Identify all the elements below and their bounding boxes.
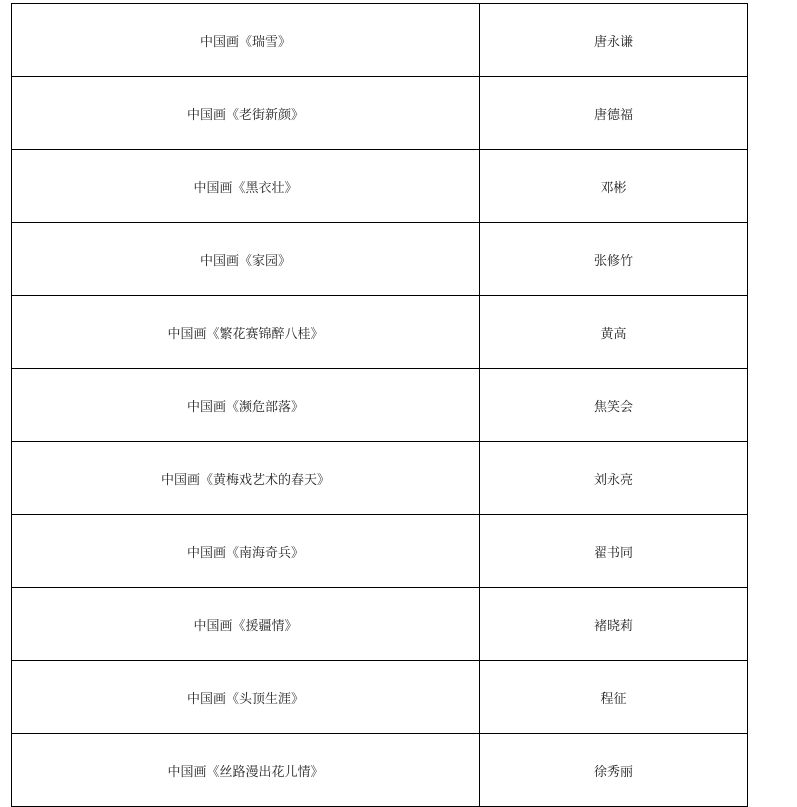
artist-name-cell: 翟书同 (480, 515, 748, 588)
table-row (12, 296, 748, 369)
artwork-title-cell: 中国画《繁花赛锦醉八桂》 (12, 296, 480, 369)
artwork-title-cell: 中国画《瑞雪》 (12, 4, 480, 77)
artwork-table (11, 3, 748, 807)
artwork-title-cell: 中国画《头顶生涯》 (12, 661, 480, 734)
artist-name-cell: 褚晓莉 (480, 588, 748, 661)
artwork-title-cell: 中国画《黄梅戏艺术的春天》 (12, 442, 480, 515)
artwork-title-cell: 中国画《黑衣壮》 (12, 150, 480, 223)
table-row (12, 734, 748, 807)
artist-name-cell: 黄高 (480, 296, 748, 369)
artist-name-cell: 唐永谦 (480, 4, 748, 77)
table-row (12, 223, 748, 296)
table-row (12, 588, 748, 661)
table-row (12, 77, 748, 150)
artist-name-cell: 张修竹 (480, 223, 748, 296)
artist-name-cell: 徐秀丽 (480, 734, 748, 807)
table-row (12, 661, 748, 734)
artist-name-cell: 程征 (480, 661, 748, 734)
artwork-title-cell: 中国画《濒危部落》 (12, 369, 480, 442)
table-row (12, 515, 748, 588)
table-row (12, 150, 748, 223)
artwork-title-cell: 中国画《南海奇兵》 (12, 515, 480, 588)
artist-name-cell: 焦笑会 (480, 369, 748, 442)
artwork-title-cell: 中国画《丝路漫出花儿情》 (12, 734, 480, 807)
artwork-title-cell: 中国画《援疆情》 (12, 588, 480, 661)
table-row (12, 442, 748, 515)
artwork-title-cell: 中国画《家园》 (12, 223, 480, 296)
artist-name-cell: 唐德福 (480, 77, 748, 150)
table-row (12, 369, 748, 442)
table-row (12, 4, 748, 77)
artist-name-cell: 刘永亮 (480, 442, 748, 515)
artwork-title-cell: 中国画《老街新颜》 (12, 77, 480, 150)
artist-name-cell: 邓彬 (480, 150, 748, 223)
